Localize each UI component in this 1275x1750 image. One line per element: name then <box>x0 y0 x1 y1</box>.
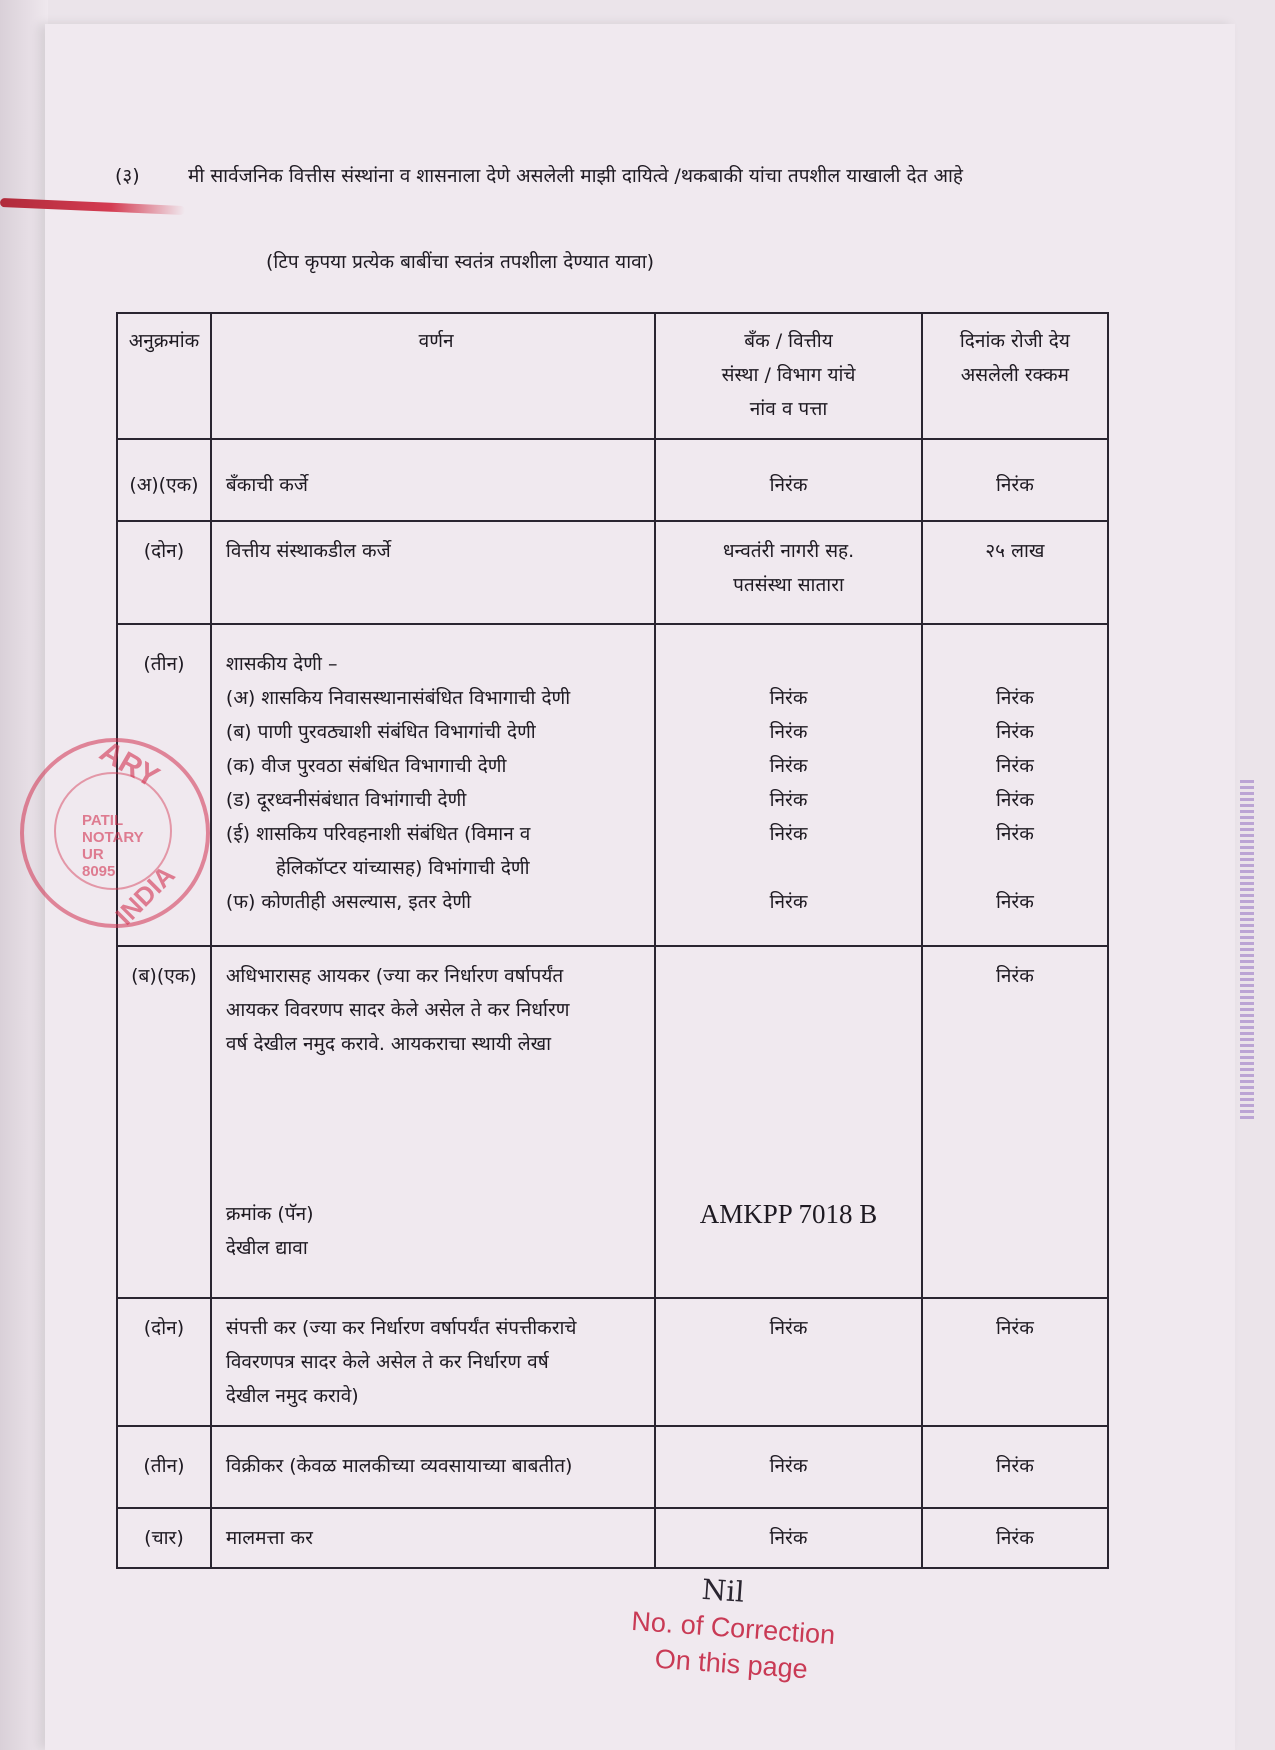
description-line: देखील द्यावा <box>225 1237 308 1259</box>
notary-stamp <box>20 734 210 931</box>
sub-bank: निरंक <box>769 823 808 845</box>
row-serial: (दोन) <box>117 521 211 624</box>
row-serial: (तीन) <box>117 624 211 946</box>
row-serial: (दोन) <box>117 1298 211 1426</box>
sub-item: (अ) शासकिय निवासस्थानासंबंधित विभागाची देणी <box>225 687 571 709</box>
description-line: क्रमांक (पॅन) <box>225 1203 314 1225</box>
table-row <box>117 439 1108 521</box>
row-amount: निरंक <box>922 1298 1108 1426</box>
row-serial: (ब)(एक) <box>117 946 211 1298</box>
sub-bank: निरंक <box>769 891 808 913</box>
intro-note: (टिप कृपया प्रत्येक बाबींचा स्वतंत्र तपशीला देण्यात यावा) <box>266 251 655 273</box>
table-row <box>117 1426 1108 1508</box>
row-bank: निरंक <box>655 1508 921 1568</box>
row-amount: निरंक <box>922 1426 1108 1508</box>
header-bank <box>655 313 921 439</box>
header-bank-line: नांव व पत्ता <box>749 398 828 420</box>
header-bank-line: बँक / वित्तीय <box>744 330 833 352</box>
row-description <box>211 946 655 1298</box>
stamp-line: PATIL <box>82 812 124 829</box>
stamp-line: 8095 <box>82 863 116 880</box>
row-description: बँकाची कर्जे <box>211 439 655 521</box>
sub-heading: शासकीय देणी – <box>225 653 338 675</box>
row-serial: (तीन) <box>117 1426 211 1508</box>
description-line: देखील नमुद करावे) <box>225 1385 359 1407</box>
sub-item: (ब) पाणी पुरवठ्याशी संबंधित विभागांची देणी <box>225 721 536 743</box>
stamp-text-top: ARY <box>94 734 165 795</box>
row-bank: निरंक <box>655 439 921 521</box>
row-description: वित्तीय संस्थाकडील कर्जे <box>211 521 655 624</box>
row-description: मालमत्ता कर <box>211 1508 655 1568</box>
header-amount <box>922 313 1108 439</box>
section-number: (३) <box>115 165 140 187</box>
table-row <box>117 521 1108 624</box>
row-bank <box>655 624 921 946</box>
description-line: आयकर विवरणप सादर केले असेल ते कर निर्धारण <box>225 999 570 1021</box>
sub-item: (क) वीज पुरवठा संबंधित विभागाची देणी <box>225 755 507 777</box>
edge-ink-mark <box>1240 780 1254 1120</box>
header-amount-line: दिनांक रोजी देय <box>959 330 1070 352</box>
row-serial: (अ)(एक) <box>117 439 211 521</box>
row-bank <box>655 521 921 624</box>
sub-bank: निरंक <box>769 687 808 709</box>
intro-paragraph <box>115 158 1090 194</box>
intro-text: मी सार्वजनिक वित्तीस संस्थांना व शासनाला देणे असलेली माझी दायित्वे /थकबाकी यांचा तपशील याखाली देत आहे <box>188 165 963 187</box>
table-row <box>117 624 1108 946</box>
row-amount: निरंक <box>922 439 1108 521</box>
table-row <box>117 1298 1108 1426</box>
correction-line: On this page <box>653 1643 809 1685</box>
table-row <box>117 1508 1108 1568</box>
correction-count-handwritten: Nil <box>700 1572 746 1609</box>
row-description: विक्रीकर (केवळ मालकीच्या व्यवसायाच्या बाबतीत) <box>211 1426 655 1508</box>
description-line: अधिभारासह आयकर (ज्या कर निर्धारण वर्षापर्यंत <box>225 965 564 987</box>
sub-bank: निरंक <box>769 755 808 777</box>
row-amount: निरंक <box>922 1508 1108 1568</box>
stamp-text-middle <box>82 812 144 880</box>
liabilities-table <box>116 312 1109 1569</box>
sub-bank: निरंक <box>769 721 808 743</box>
row-amount: २५ लाख <box>922 521 1108 624</box>
correction-line: No. of Correction <box>630 1605 837 1651</box>
sub-amount: निरंक <box>995 721 1034 743</box>
stamp-line: NOTARY <box>82 829 144 846</box>
row-amount: निरंक <box>922 946 1108 1298</box>
stamp-line: UR <box>82 846 104 863</box>
row-bank-line: पतसंस्था सातारा <box>733 574 844 596</box>
sub-amount: निरंक <box>995 823 1034 845</box>
header-serial: अनुक्रमांक <box>117 313 211 439</box>
correction-stamp <box>628 1572 837 1689</box>
sub-bank: निरंक <box>769 789 808 811</box>
sub-item-continuation: हेलिकॉप्टर यांच्यासह) विभांगाची देणी <box>275 857 530 879</box>
row-serial: (चार) <box>117 1508 211 1568</box>
sub-amount: निरंक <box>995 789 1034 811</box>
row-bank: निरंक <box>655 1298 921 1426</box>
row-bank <box>655 946 921 1298</box>
table-row <box>117 946 1108 1298</box>
row-description <box>211 1298 655 1426</box>
row-bank-line: धन्वतंरी नागरी सह. <box>722 540 855 562</box>
sub-item: (ई) शासकिय परिवहनाशी संबंधित (विमान व <box>225 823 531 845</box>
sub-item: (ड) दूरध्वनीसंबंधात विभांगाची देणी <box>225 789 467 811</box>
header-amount-line: असलेली रक्कम <box>960 364 1069 386</box>
description-line: वर्ष देखील नमुद करावे. आयकराचा स्थायी लेखा <box>225 1033 552 1055</box>
row-amount <box>922 624 1108 946</box>
sub-item: (फ) कोणतीही असल्यास, इतर देणी <box>225 891 472 913</box>
sub-amount: निरंक <box>995 891 1034 913</box>
sub-amount: निरंक <box>995 755 1034 777</box>
description-line: संपत्ती कर (ज्या कर निर्धारण वर्षापर्यंत संपत्तीकराचे <box>225 1317 577 1339</box>
pan-number: AMKPP 7018 B <box>699 1199 878 1229</box>
header-bank-line: संस्था / विभाग यांचे <box>721 364 856 386</box>
description-line: विवरणपत्र सादर केले असेल ते कर निर्धारण वर्ष <box>225 1351 549 1373</box>
row-bank: निरंक <box>655 1426 921 1508</box>
table-header-row <box>117 313 1108 439</box>
row-description <box>211 624 655 946</box>
header-description: वर्णन <box>211 313 655 439</box>
sub-amount: निरंक <box>995 687 1034 709</box>
stamp-text-bottom: INDIA <box>109 859 181 931</box>
